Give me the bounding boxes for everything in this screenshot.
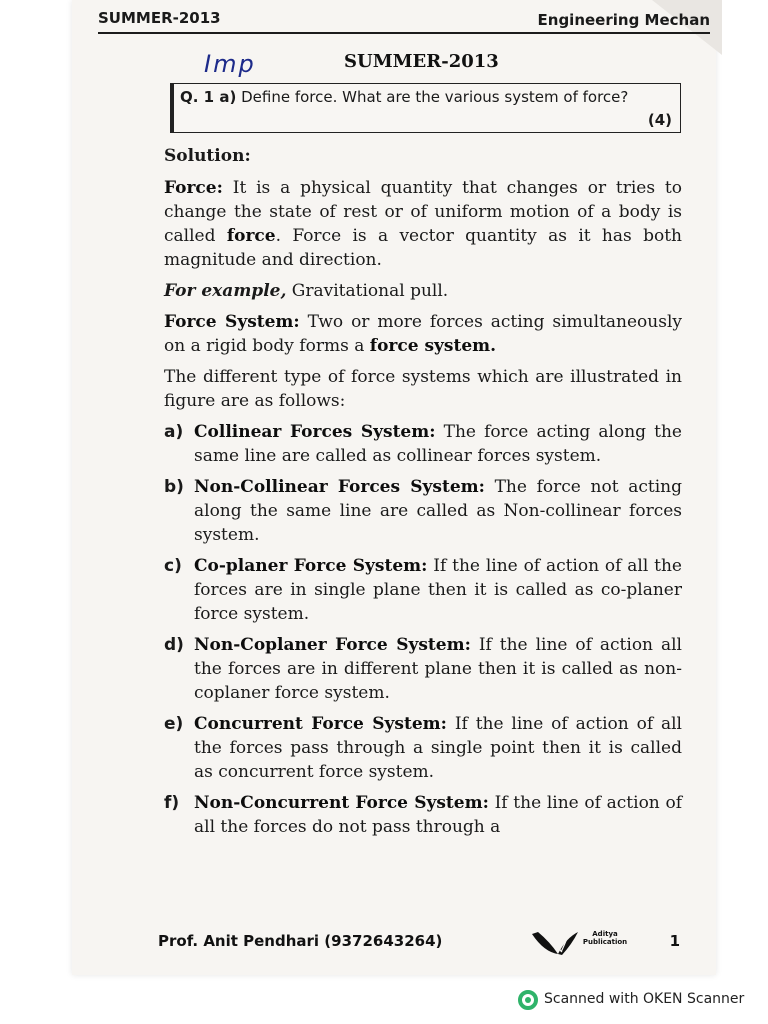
example-text: Gravitational pull. [286, 281, 449, 301]
list-marker: c) [164, 556, 182, 576]
question-box [170, 83, 681, 133]
force-type-text: If the line of action of all the forces are in single plane then it is called as co-planer force system. [194, 556, 682, 624]
force-type-text: The force acting along the same line are called as collinear forces system. [194, 422, 682, 466]
list-marker: e) [164, 714, 184, 734]
handwritten-note: Imp [204, 50, 256, 78]
intro-paragraph: The different type of force systems which are illustrated in figure are as follows: [164, 367, 682, 411]
solution-label: Solution: [164, 146, 251, 166]
force-definition [164, 176, 682, 272]
force-type-item [164, 475, 682, 547]
answer-content [164, 144, 682, 846]
force-type-text: If the line of action of all the forces do not pass through a [194, 793, 682, 837]
list-marker: b) [164, 477, 184, 497]
exam-title: SUMMER-2013 [344, 51, 499, 72]
force-type-text: The force not acting along the same line are called as Non-collinear forces system. [194, 477, 682, 545]
force-term: Force: [164, 178, 223, 198]
page-number: 1 [669, 932, 680, 950]
publisher-logo-text: Aditya Publication [582, 930, 628, 946]
example-paragraph [164, 279, 682, 303]
force-definition-text-1: It is a physical quantity that changes or tries to change the state of rest or of uniform motion of a body is called [164, 178, 682, 246]
footer-author: Prof. Anit Pendhari (9372643264) [158, 932, 443, 950]
scanner-watermark-text: Scanned with OKEN Scanner [544, 991, 745, 1007]
force-type-term: Collinear Forces System: [194, 422, 436, 442]
example-label: For example, [164, 281, 287, 301]
force-system-text: Two or more forces acting simultaneously on a rigid body forms a [164, 312, 682, 356]
force-type-item [164, 554, 682, 626]
force-type-term: Concurrent Force System: [194, 714, 447, 734]
list-marker: a) [164, 422, 184, 442]
force-type-term: Non-Collinear Forces System: [194, 477, 485, 497]
force-type-term: Non-Coplaner Force System: [194, 635, 471, 655]
header-right-title: Engineering Mechan [537, 11, 710, 29]
force-type-item [164, 712, 682, 784]
scanner-logo-icon [518, 990, 538, 1010]
force-type-text: If the line of action of all the forces pass through a single point then it is called as concurrent force system. [194, 714, 682, 782]
question-body: Define force. What are the various system of force? [241, 88, 629, 106]
force-system-term-inline: force system. [369, 336, 497, 356]
force-type-term: Non-Concurrent Force System: [194, 793, 489, 813]
header-left-title: SUMMER-2013 [98, 9, 221, 27]
list-marker: f) [164, 793, 180, 813]
running-header [98, 6, 710, 34]
question-text [180, 87, 672, 108]
force-type-term: Co-planer Force System: [194, 556, 428, 576]
page-footer [158, 930, 680, 956]
question-marks: (4) [647, 111, 672, 129]
force-type-item [164, 633, 682, 705]
force-definition-text-2: . Force is a vector quantity as it has both magnitude and direction. [164, 226, 682, 270]
force-type-text: If the line of action all the forces are in different plane then it is called as non-coplaner force system. [194, 635, 682, 703]
force-system-term: Force System: [164, 312, 300, 332]
force-system-definition [164, 310, 682, 358]
force-type-item [164, 791, 682, 839]
list-marker: d) [164, 635, 184, 655]
force-term-inline: force [226, 226, 276, 246]
question-number: Q. 1 a) [180, 88, 237, 106]
force-type-item [164, 420, 682, 468]
